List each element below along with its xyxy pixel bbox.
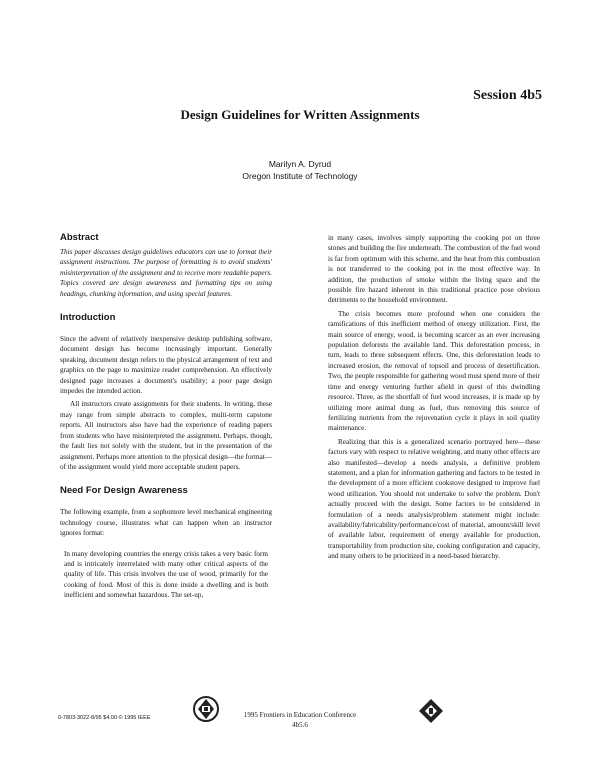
- author-name: Marilyn A. Dyrud: [268, 159, 332, 169]
- left-column: [60, 232, 272, 601]
- abstract-text: This paper discusses design guidelines educators can use to format their assignment instructions. The purpose of formatting is to avoid students' misinterpretation of the assignment and to receive more readable papers. Topics covered are design awareness and formatting tips on using headings, chunking information, and using special features.: [60, 248, 272, 298]
- footer-conference: 1995 Frontiers in Education Conference: [243, 711, 357, 719]
- footer-conference-block: [230, 710, 370, 730]
- footer-isbn: 0-7803-3022-8/95 $4.00 © 1995 IEEE: [58, 715, 151, 721]
- quote-continuation: in many cases, involves simply supporting the cooking pot on three stones and building the fire underneath. The combustion of the fuel wood is far from optimum with this scheme, and the heat from this combustion is not transferred to the cooking pot in the most effective way. In addition, the production of smoke within the living space and the possible fire hazard inherent in this traditional practice pose obvious detriments to the household environment.: [328, 234, 540, 305]
- need-intro: The following example, from a sophomore level mechanical engineering technology course, illustrates what can happen when an instructor ignores format:: [60, 508, 272, 538]
- author-affiliation: Oregon Institute of Technology: [242, 171, 358, 181]
- need-heading: Need For Design Awareness: [60, 485, 188, 497]
- example-quote: In many developing countries the energy crisis takes a very basic form and is intricately interrelated with many other critical aspects of the quality of life. This crisis involves the use of wood, primarily for the cooking of food. Most of this is done inside a dwelling and is both inefficient and somewhat hazardous. The set-up,: [64, 549, 268, 600]
- author-block: [0, 158, 600, 182]
- intro-paragraph-1: Since the advent of relatively inexpensive desktop publishing software, document design has become increasingly important. Generally speaking, document design refers to the physical arrangement of text and graphics on the page to maximize reader comprehension. An effectively designed page increases a document's usability; a poor page design impedes the intended action.: [60, 335, 272, 396]
- fie-logo-icon: [418, 698, 444, 724]
- ieee-logo-icon: [192, 694, 220, 726]
- introduction-heading: Introduction: [60, 312, 116, 324]
- intro-paragraph-2: All instructors create assignments for their students. In writing, these may range from simple abstracts to complex, multi-term capstone reports. All instructors also have had the experience of reading papers from students who have misinterpreted the assignment. Perhaps, though, the fault lies not solely with the student, but in the presentation of the assignment. Perhaps more attention to the physical design—the format—of the assignment would yield more acceptable student papers.: [60, 400, 272, 471]
- session-label: Session 4b5: [473, 88, 542, 103]
- task-paragraph: Realizing that this is a generalized scenario portrayed here—these factors vary with respect to relative weighting, and many other effects are also manifested—develop a needs analysis, a definitive problem statement, and a plan for information gathering and factors to be tested in the development of a more efficient cookstove designed to improve fuel wood utilization. You should not undertake to solve the problem. Don't actually proceed with the design. Some factors to be considered in formulation of a needs analysis/problem statement might include: availability/fabricability/performance/cost of material, amount/skill level of available labor, requirement of energy available for production, transportability from production site, cooking configuration and capacity, and many others to be prioritized in a need-based hierarchy.: [328, 437, 540, 561]
- footer-page: 4b5.6: [292, 721, 308, 729]
- abstract-heading: Abstract: [60, 232, 99, 243]
- right-column: [328, 233, 540, 562]
- crisis-paragraph: The crisis becomes more profound when one considers the ramifications of this inefficient method of energy utilization. First, the main source of energy, wood, is becoming scarcer as an ever increasing population deforests the available land. This deforestation process, in turn, leads to three subsequent effects. One, this deforestation leads to increased erosion, the removal of topsoil and process of desertification. Two, the people responsible for gathering wood must spend more of their time and energy venturing further afield in quest of this dwindling resource. Three, as the shortfall of fuel wood increases, it is made up by utilizing more animal dung as fuel, thus removing this source of fertilizing nutrients from the rejuvenation cycle it plays in soil quality maintenance.: [328, 309, 540, 433]
- paper-title: Design Guidelines for Written Assignments: [180, 107, 420, 122]
